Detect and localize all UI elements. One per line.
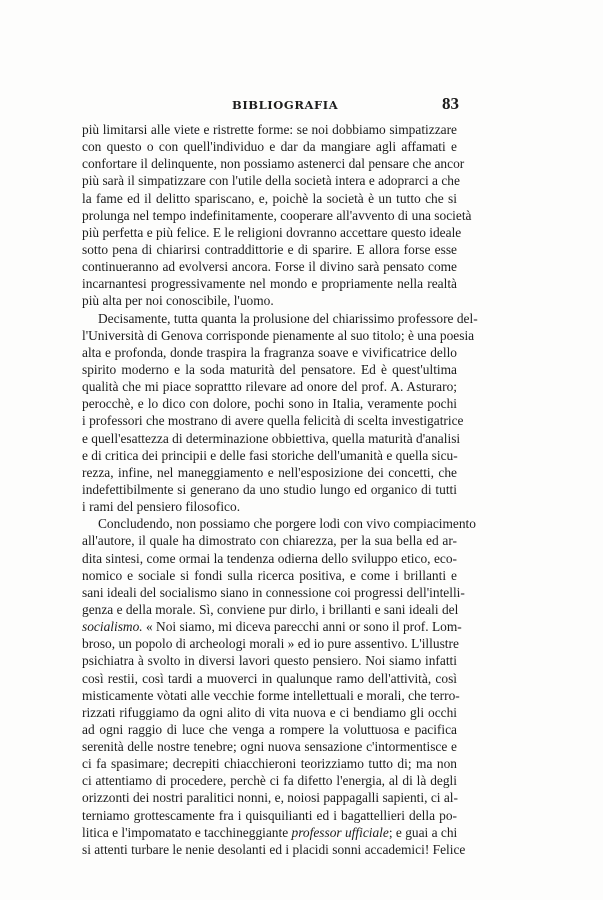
text-line: più perfetta e più felice. E le religioni dovranno accettare questo ideale <box>82 224 462 240</box>
text-line: serenità delle nostre tenebre; ogni nuova sensazione c'intormentisce e <box>82 739 457 755</box>
text-line: indefettibilmente si generano da uno studio lungo ed organico di tutti <box>82 481 457 497</box>
text-line: prolunga nel tempo indefinitamente, cooperare all'avvento di una società <box>82 207 472 223</box>
text-line: genza e della morale. Sì, conviene pur dirlo, i brillanti e sani ideali del <box>82 601 459 617</box>
text-line: confortare il delinquente, non possiamo astenerci dal pensare che ancor <box>82 156 465 172</box>
text-line: Concludendo, non possiamo che porgere lodi con vivo compiacimento <box>98 516 476 532</box>
text-line: perocchè, e lo dico con dolore, pochi sono in Italia, veramente pochi <box>82 396 457 412</box>
text-line: socialismo. « Noi siamo, mi diceva parecchi anni or sono il prof. Lom- <box>82 619 462 635</box>
text-line: e di critica dei principii e delle fasi storiche dell'umanità e quella sicu- <box>82 447 458 463</box>
text-line: psichiatra à svolto in diversi lavori questo pensiero. Noi siamo infatti <box>82 653 457 669</box>
text-line: i rami del pensiero filosofico. <box>82 499 241 515</box>
text-line: più alta per noi conoscibile, l'uomo. <box>82 293 274 309</box>
text-line: e quell'esattezza di determinazione obbiettiva, quella maturità d'analisi <box>82 430 461 446</box>
text-line: i professori che mostrano di avere quella felicità di scelta investigatrice <box>82 413 464 429</box>
text-line: incarnantesi progressivamente nel mondo e propriamente nella realtà <box>82 276 457 292</box>
text-line: l'Università di Genova corrisponde pienamente al suo titolo; è una poesia <box>82 327 475 343</box>
text-line: la fame ed il delitto spariscano, e, poichè la società è un tutto che si <box>82 190 457 206</box>
text-line: broso, un popolo di archeologi morali » ed io pure assentivo. L'illustre <box>82 636 459 652</box>
paragraph-1 <box>82 121 472 310</box>
text-line: qualità che mi piace soprattto rilevare ad onore del prof. A. Asturaro; <box>82 379 457 395</box>
text-line: sotto pena di chiarirsi contraddittorie e di sparire. E allora forse esse <box>82 241 457 257</box>
text-line: così restii, così tardi a muoverci in qualunque ramo dell'attività, così <box>82 670 457 686</box>
running-head <box>82 95 457 115</box>
text-line: con questo o con quell'individuo e dar da mangiare agli affamati e <box>82 139 457 155</box>
text-line: più limitarsi alle viete e ristrette forme: se noi dobbiamo simpatizzare <box>82 122 457 137</box>
text-line: rizzati rifuggiamo da ogni alito di vita nuova e ci bendiamo gli occhi <box>82 704 457 720</box>
paragraph-3 <box>82 515 476 858</box>
text-line: nomico e sociale si fondi sulla ricerca positiva, e come i brillanti e <box>82 567 457 583</box>
text-line: rezza, infine, nel maneggiamento e nell'esposizione dei concetti, che <box>82 464 457 480</box>
paragraph-2 <box>82 310 478 516</box>
text-line: sani ideali del socialismo siano in connessione coi progressi dell'intelli- <box>82 584 465 600</box>
text-body <box>82 121 478 858</box>
text-line: ad ogni raggio di luce che venga a rompere la voluttuosa e pacifica <box>82 721 457 737</box>
page-number: 83 <box>442 94 459 113</box>
text-line: alta e profonda, donde traspira la fragranza soave e vivificatrice dello <box>82 344 457 360</box>
text-line: continueranno ad evolversi ancora. Forse il divino sarà pensato come <box>82 259 457 275</box>
text-line: si attenti turbare le nenie desolanti ed i placidi sonni accademici! Felice <box>82 841 466 857</box>
text-line: litica e l'impomatato e tacchineggiante professor ufficiale; e guai a chi <box>82 824 458 840</box>
text-line: dita sintesi, come ormai la tendenza odierna dello sviluppo etico, eco- <box>82 550 457 566</box>
text-line: Decisamente, tutta quanta la prolusione del chiarissimo professore del- <box>98 310 478 326</box>
text-line: terniamo grottescamente fra i quisquilianti ed i bagattellieri della po- <box>82 807 457 823</box>
running-title: BIBLIOGRAFIA <box>232 98 339 112</box>
text-line: all'autore, il quale ha dimostrato con chiarezza, per la sua bella ed ar- <box>82 533 457 549</box>
text-line: ci fa spasimare; decrepiti chiacchieroni teorizziamo tutto di; ma non <box>82 756 457 772</box>
text-line: spirito moderno e la soda maturità del pensatore. Ed è quest'ultima <box>82 361 457 377</box>
text-line: orizzonti dei nostri paralitici nonni, e, noiosi pappagalli sapienti, ci al- <box>82 790 458 806</box>
text-line: ci attentiamo di procedere, perchè ci fa difetto l'energia, al di là degli <box>82 773 457 789</box>
text-line: più sarà il simpatizzare con l'utile della società intera e adoprarci a che <box>82 173 460 189</box>
text-line: misticamente vòtati alle vecchie forme intellettuali e morali, che terro- <box>82 687 460 703</box>
